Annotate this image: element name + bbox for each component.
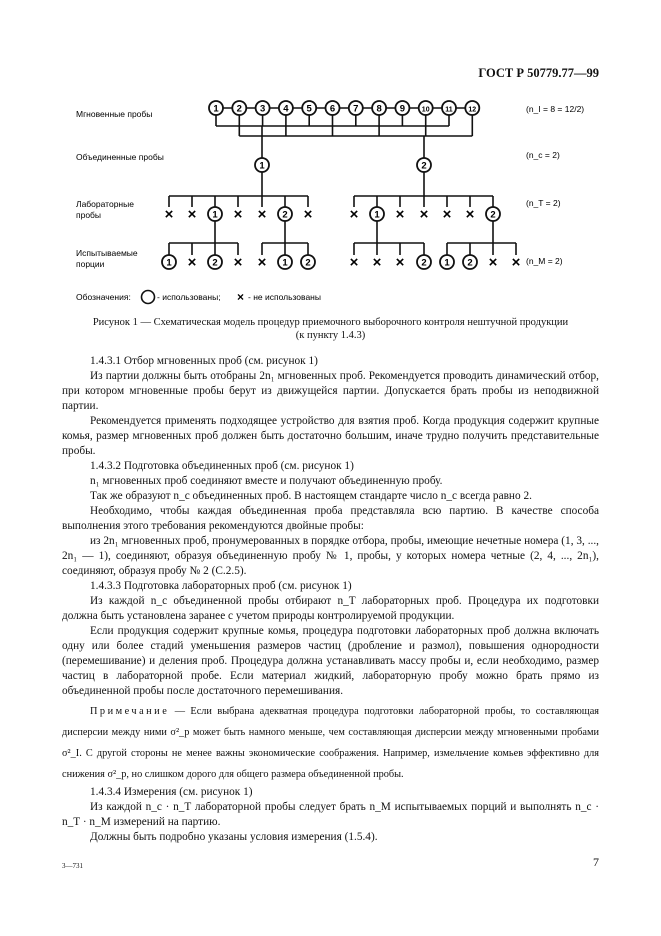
- lab-sample-12-unused: ×: [442, 206, 452, 223]
- test-portion-11-used: [440, 255, 454, 269]
- test-portion-3-used: [208, 255, 222, 269]
- svg-text:2: 2: [467, 257, 473, 269]
- increment-sample-7: [349, 101, 363, 115]
- lab-sample-8-unused: ×: [349, 206, 359, 223]
- increment-sample-5: [302, 101, 316, 115]
- lab-sample-13-unused: ×: [465, 206, 475, 223]
- para-3: Рекомендуется применять подходящее устройство для взятия проб. Когда продукция содержит крупные комья, размер мгновенных проб должен быть достаточно большим, иначе трудно получить представительные пробы.: [62, 415, 599, 457]
- legend-prefix: Обозначения:: [76, 292, 131, 302]
- para-5: n₁ мгновенных проб соединяют вместе и получают объединенную пробу.: [90, 475, 443, 487]
- note-text: — Если выбрана адекватная процедура подготовки лабораторной пробы, то составляющая дисперсии между ними σ²_p может быть намного меньше, чем составляющая дисперсии между мгновенными пробами σ²_I. С другой стороны не менее важны экономические соображения. Например, измельчение комьев эффективно для снижения σ²_p, но слишком дорого для общего размера объединенной пробы.: [62, 706, 599, 780]
- note-word: Примечание: [90, 706, 170, 717]
- svg-text:2: 2: [421, 160, 427, 172]
- svg-text:1: 1: [282, 257, 288, 269]
- label-composite: Объединенные пробы: [76, 152, 164, 162]
- increment-sample-8: [372, 101, 386, 115]
- body-text: [62, 354, 599, 845]
- test-portion-4-unused: ×: [257, 254, 267, 271]
- test-portion-6-used: [301, 255, 315, 269]
- svg-text:2: 2: [282, 209, 288, 221]
- svg-text:9: 9: [399, 103, 406, 115]
- test-portion-2-unused: ×: [187, 254, 197, 271]
- lab-sample-9-used: [370, 207, 384, 221]
- svg-text:11: 11: [445, 106, 453, 114]
- lab-sample-10-unused: ×: [395, 206, 405, 223]
- lab-sample-11-unused: ×: [419, 206, 429, 223]
- label-test-2: порции: [76, 259, 105, 269]
- para-2: Из партии должны быть отобраны 2n₁ мгновенных проб. Рекомендуется проводить динамический отбор, при котором мгновенные пробы берут из движущейся партии. Допускается брать пробы из неподвижной партии.: [62, 370, 599, 412]
- test-portion-extra-2: ×: [511, 254, 521, 271]
- para-1431: 1.4.3.1 Отбор мгновенных проб (см. рисунок 1): [90, 355, 318, 367]
- legend-used-circle: [142, 291, 155, 304]
- test-portion-extra-1: ×: [233, 254, 243, 271]
- increment-sample-1: [209, 101, 223, 115]
- svg-text:8: 8: [376, 103, 382, 115]
- sampling-scheme-figure: [0, 0, 661, 312]
- svg-text:1: 1: [444, 257, 450, 269]
- svg-text:2: 2: [421, 257, 427, 269]
- figure-caption: [62, 316, 599, 342]
- lab-sample-2-unused: ×: [187, 206, 197, 223]
- caption-line-2: (к пункту 1.4.3): [295, 330, 366, 341]
- svg-text:4: 4: [283, 103, 289, 115]
- lab-sample-4-unused: ×: [233, 206, 243, 223]
- lab-sample-5-unused: ×: [257, 206, 267, 223]
- test-portion-13-unused: ×: [488, 254, 498, 271]
- svg-text:2: 2: [212, 257, 218, 269]
- svg-text:7: 7: [353, 103, 359, 115]
- increment-sample-12: [465, 101, 479, 115]
- caption-line-1: Рисунок 1 — Схематическая модель процедур приемочного выборочного контроля нештучной продукции: [92, 317, 569, 328]
- right-test: (n_M = 2): [526, 256, 563, 266]
- lab-sample-14-used: [486, 207, 500, 221]
- para-1432: 1.4.3.2 Подготовка объединенных проб (см. рисунок 1): [90, 460, 354, 472]
- increment-sample-11: [442, 101, 456, 115]
- para-7: Необходимо, чтобы каждая объединенная проба представляла всю партию. В качестве способа выполнения этого требования рекомендуются двойные пробы:: [62, 505, 599, 532]
- svg-text:10: 10: [421, 106, 430, 114]
- svg-text:6: 6: [329, 103, 336, 115]
- para-10: Из каждой n_c объединенной пробы отбирают n_T лабораторных проб. Процедура их подготовки должна быть установлена заранее с учетом природы контролируемой продукции.: [62, 595, 599, 622]
- test-portion-10-used: [417, 255, 431, 269]
- svg-text:1: 1: [259, 160, 265, 172]
- test-portion-9-unused: ×: [395, 254, 405, 271]
- lab-sample-3-used: [208, 207, 222, 221]
- para-1434: 1.4.3.4 Измерения (см. рисунок 1): [90, 786, 253, 798]
- document-id: ГОСТ Р 50779.77—99: [478, 66, 599, 80]
- para-14: Должны быть подробно указаны условия измерения (1.5.4).: [90, 831, 378, 843]
- label-increment: Мгновенные пробы: [76, 109, 153, 119]
- svg-text:2: 2: [236, 103, 242, 115]
- svg-text:3: 3: [259, 103, 266, 115]
- test-portion-7-unused: ×: [349, 254, 359, 271]
- note-paragraph: [62, 701, 599, 785]
- lab-sample-6-used: [278, 207, 292, 221]
- svg-text:1: 1: [166, 257, 172, 269]
- para-1433: 1.4.3.3 Подготовка лабораторных проб (см. рисунок 1): [90, 580, 352, 592]
- svg-text:1: 1: [213, 103, 219, 115]
- page-number: 7: [593, 855, 599, 869]
- increment-sample-4: [279, 101, 293, 115]
- lab-sample-1-unused: ×: [164, 206, 174, 223]
- svg-text:5: 5: [306, 103, 312, 115]
- svg-text:1: 1: [212, 209, 218, 221]
- legend-unused-icon: ×: [237, 290, 245, 304]
- right-lab: (n_T = 2): [526, 198, 561, 208]
- para-8: из 2n₁ мгновенных проб, пронумерованных в порядке отбора, пробы, имеющие нечетные номера (1, 3, ..., 2n₁ — 1), соединяют, образуя объединенную пробу № 1, пробы, у которых номера четные (2, 4, ..., 2n₁), соединяют, образуя пробу № 2 (С.2.5).: [62, 535, 599, 577]
- svg-text:1: 1: [374, 209, 380, 221]
- composite-sample-2: [417, 158, 431, 172]
- right-increment: (n_I = 8 = 12/2): [526, 104, 585, 114]
- increment-sample-10: [419, 101, 433, 115]
- label-test-1: Испытываемые: [76, 248, 138, 258]
- para-11: Если продукция содержит крупные комья, процедура подготовки лабораторных проб должна включать одну или более стадий уменьшения размеров частиц (дробление и размол), повышения однородности (перемешивание) и деления проб. Процедура должна устанавливать массу пробы и, если необходимо, размер частиц в лабораторной пробе. Если материал жидкий, лабораторную пробу можно брать прямо из объединенной пробы после достаточного перемешивания.: [62, 625, 599, 697]
- test-portion-8-unused: ×: [372, 254, 382, 271]
- label-lab-1: Лабораторные: [76, 199, 134, 209]
- composite-sample-1: [255, 158, 269, 172]
- lab-sample-7-unused: ×: [303, 206, 313, 223]
- test-portion-5-used: [278, 255, 292, 269]
- increment-sample-9: [395, 101, 409, 115]
- increment-sample-6: [326, 101, 340, 115]
- svg-text:2: 2: [490, 209, 496, 221]
- increment-sample-2: [232, 101, 246, 115]
- increment-sample-3: [256, 101, 270, 115]
- para-13: Из каждой n_c · n_T лабораторной пробы следует брать n_M испытываемых порций и выполнять n_c · n_T · n_M измерений на партию.: [62, 801, 599, 828]
- svg-text:12: 12: [468, 106, 477, 114]
- legend-unused: - не использованы: [248, 292, 321, 302]
- test-portion-1-used: [162, 255, 176, 269]
- svg-text:2: 2: [305, 257, 311, 269]
- print-code: 3—731: [62, 862, 83, 870]
- label-lab-2: пробы: [76, 210, 102, 220]
- legend-used: - использованы;: [157, 292, 221, 302]
- right-composite: (n_c = 2): [526, 150, 560, 160]
- test-portion-12-used: [463, 255, 477, 269]
- para-6: Так же образуют n_c объединенных проб. В настоящем стандарте число n_c всегда равно 2.: [90, 490, 532, 502]
